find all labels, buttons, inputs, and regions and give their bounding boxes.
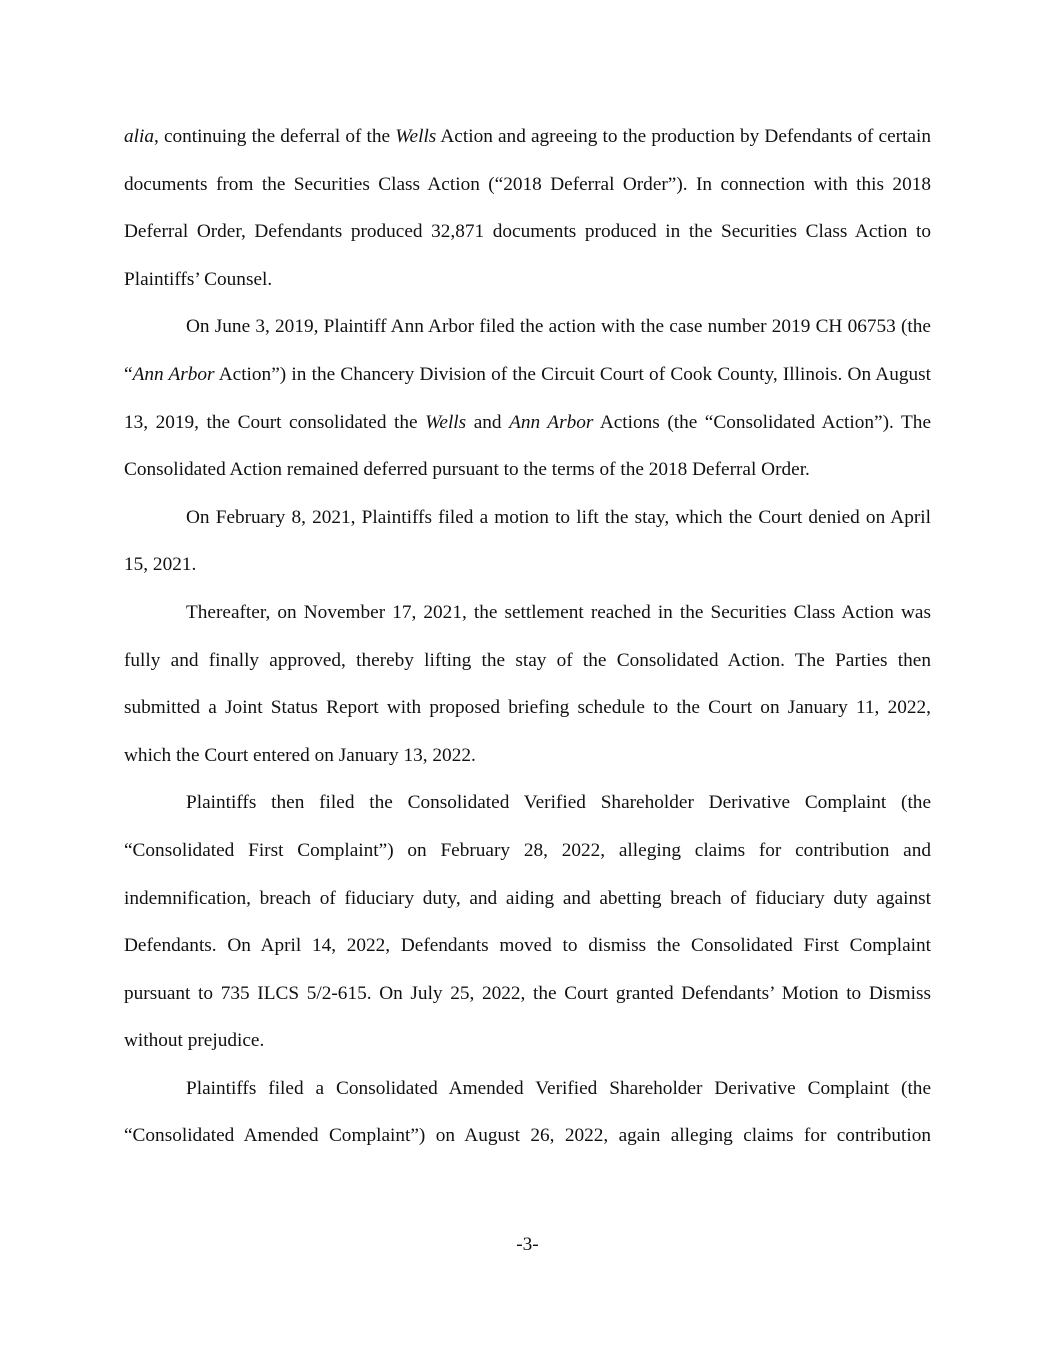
paragraph	[124, 779, 931, 1065]
page-number: -3-	[516, 1234, 539, 1255]
text-run: On June 3, 2019, Plaintiff Ann Arbor filed the action with the case number 2019 CH 06753 (the “	[124, 316, 931, 385]
italic-text: alia	[124, 126, 154, 147]
text-run: On February 8, 2021, Plaintiffs filed a motion to lift the stay, which the Court denied on April 15, 2021.	[124, 506, 931, 576]
text-run: Action”) in the Chancery Division of the Circuit Court of Cook County, Illinois. On August 13, 2019, the Court consolidated the	[124, 363, 931, 433]
italic-text: Wells	[425, 411, 467, 433]
italic-text: Wells	[395, 126, 437, 147]
italic-text: Ann Arbor	[132, 363, 215, 385]
paragraph	[124, 589, 931, 779]
text-run: Plaintiffs filed a Consolidated Amended Verified Shareholder Derivative Complaint (the “Consolidated Amended Complaint”) on August 26, 2022, again alleging claims for contribution	[124, 1077, 931, 1147]
text-run: Thereafter, on November 17, 2021, the settlement reached in the Securities Class Action was fully and finally approved, thereby lifting the stay of the Consolidated Action. The Parties then submitted a Joint Status Report with proposed briefing schedule to the Court on January 11, 2022, which the Court entered on January 13, 2022.	[124, 601, 931, 766]
paragraph	[124, 1065, 931, 1160]
text-run: Action and agreeing to the production by Defendants of certain documents from the Securities Class Action (“2018 Deferral Order”). In connection with this 2018 Deferral Order, Defendants produced 32,871 documents produced in the Securities Class Action to Plaintiffs’ Counsel.	[124, 126, 931, 290]
text-run: Actions (the “Consolidated Action”). The Consolidated Action remained deferred pursuant to the terms of the 2018 Deferral Order.	[124, 411, 931, 481]
paragraph	[124, 113, 931, 303]
paragraph	[124, 303, 931, 493]
document-body	[124, 113, 931, 1160]
text-run: Plaintiffs then filed the Consolidated Verified Shareholder Derivative Complaint (the “Consolidated First Complaint”) on February 28, 2022, alleging claims for contribution and indemnification, breach of fiduciary duty, and aiding and abetting breach of fiduciary duty against Defendants. On April 14, 2022, Defendants moved to dismiss the Consolidated First Complaint pursuant to 735 ILCS 5/2-615. On July 25, 2022, the Court granted Defendants’ Motion to Dismiss without prejudice.	[124, 792, 931, 1052]
italic-text: Ann Arbor	[509, 411, 594, 433]
text-run: , continuing the deferral of the	[154, 126, 396, 147]
text-run: and	[466, 411, 510, 433]
paragraph	[124, 494, 931, 589]
